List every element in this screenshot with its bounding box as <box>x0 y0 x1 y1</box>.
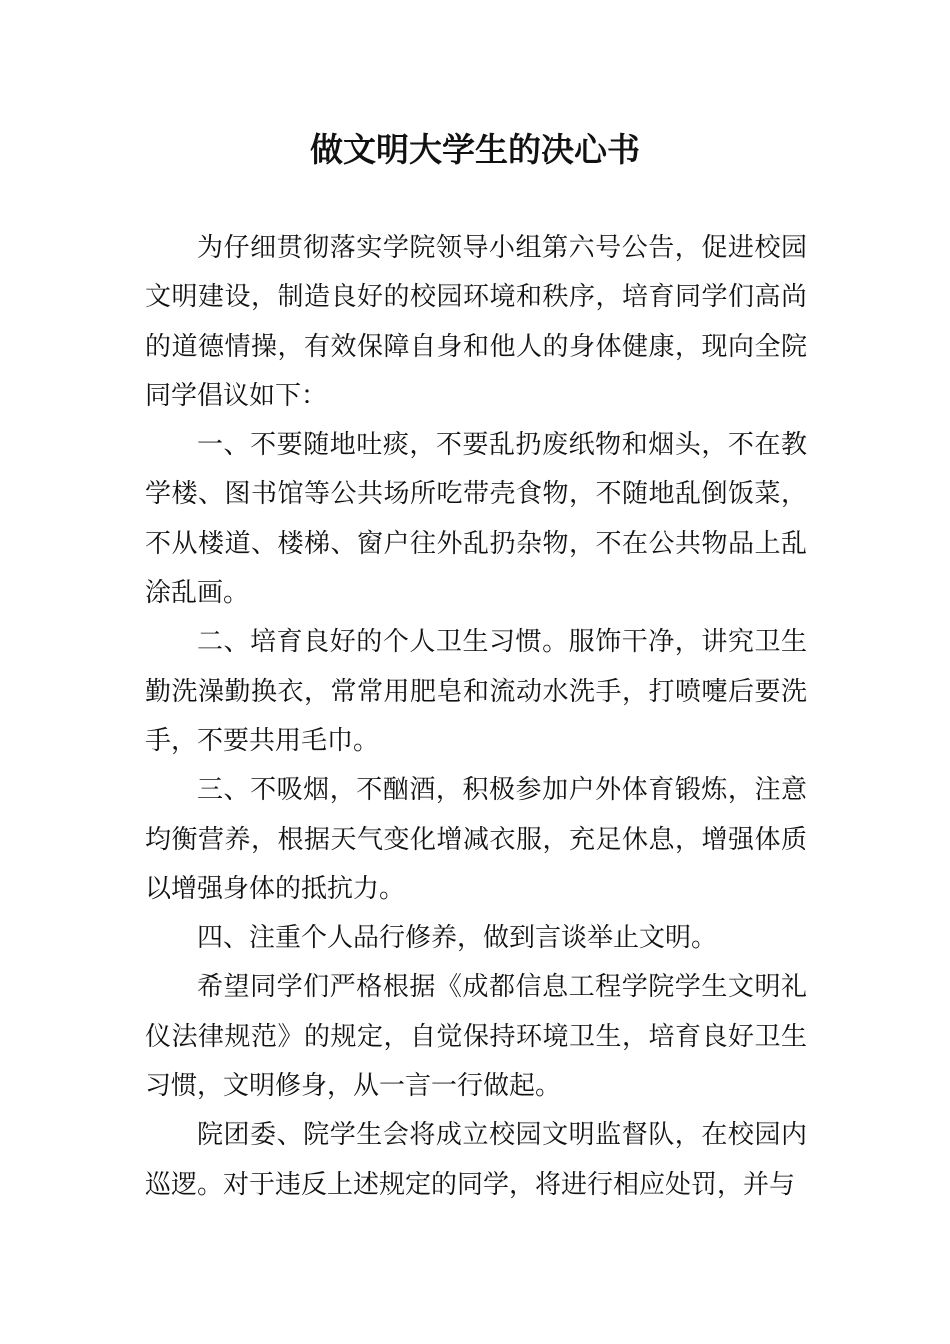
document-body <box>145 224 807 1210</box>
paragraph-supervision: 院团委、院学生会将成立校园文明监督队，在校园内巡逻。对于违反上述规定的同学，将进行相应处罚，并与 <box>145 1120 807 1200</box>
paragraph-item-4: 四、注重个人品行修养，做到言谈举止文明。 <box>197 923 718 954</box>
paragraph-hope: 希望同学们严格根据《成都信息工程学院学生文明礼仪法律规范》的规定，自觉保持环境卫生，培育良好卫生习惯，文明修身，从一言一行做起。 <box>145 972 807 1102</box>
paragraph-item-1: 一、不要随地吐痰，不要乱扔废纸物和烟头，不在教学楼、图书馆等公共场所吃带壳食物，不随地乱倒饭菜，不从楼道、楼梯、窗户往外乱扔杂物，不在公共物品上乱涂乱画。 <box>145 430 807 609</box>
document-title: 做文明大学生的决心书 <box>310 130 640 169</box>
paragraph-item-2: 二、培育良好的个人卫生习惯。服饰干净，讲究卫生勤洗澡勤换衣，常常用肥皂和流动水洗手，打喷嚏后要洗手，不要共用毛巾。 <box>145 627 807 756</box>
paragraph-intro: 为仔细贯彻落实学院领导小组第六号公告，促进校园文明建设，制造良好的校园环境和秩序，培育同学们高尚的道德情操，有效保障自身和他人的身体健康，现向全院同学倡议如下： <box>145 233 807 411</box>
paragraph-item-3: 三、不吸烟，不酗酒，积极参加户外体育锻炼，注意均衡营养，根据天气变化增减衣服，充足休息，增强体质以增强身体的抵抗力。 <box>145 775 807 904</box>
